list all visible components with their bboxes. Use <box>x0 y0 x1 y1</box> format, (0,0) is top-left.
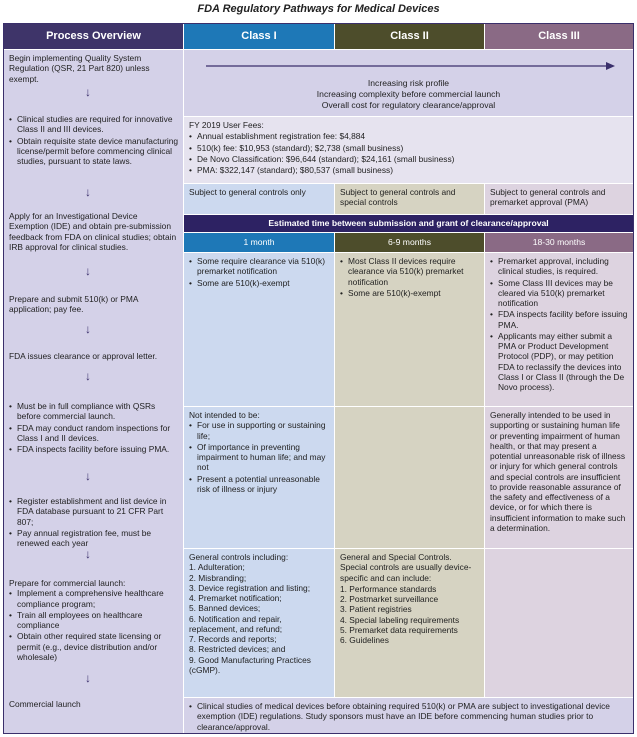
special-title: General and Special Controls. Special controls are usually device-specific and can include: <box>340 552 472 583</box>
general-item: 7. Records and reports; <box>189 634 277 644</box>
risk-line-2: Increasing complexity before commercial launch <box>316 89 501 99</box>
step-item: • Obtain requisite state device manufacturing license/permit before commencing clinical studies, pursuant to state laws. <box>9 136 179 167</box>
intended-item: • For use in supporting or sustaining life; <box>189 420 329 441</box>
general-item: 3. Device registration and listing; <box>189 582 311 593</box>
fee-item: • De Novo Classification: $96,644 (standard); $24,161 (small business) <box>189 154 628 164</box>
step-item: • FDA inspects facility before issuing PMA. <box>9 444 179 454</box>
intended-title: Not intended to be: <box>189 410 260 420</box>
submission-item: • FDA inspects facility before issuing PMA. <box>490 309 628 330</box>
header-process-overview: Process Overview <box>4 24 183 49</box>
risk-line-3: Overall cost for regulatory clearance/approval <box>321 100 496 110</box>
step-item: • FDA may conduct random inspections for Class I and II devices. <box>9 423 179 444</box>
general-item: 4. Premarket notification; <box>189 593 282 603</box>
controls-class-1: Subject to general controls only <box>184 184 334 214</box>
down-arrow-icon: ↓ <box>85 264 91 278</box>
special-item: 2. Postmarket surveillance <box>340 594 439 604</box>
header-class-3: Class III <box>485 24 633 49</box>
submission-item: • Some are 510(k)-exempt <box>340 288 479 298</box>
step-item: • Pay annual registration fee, must be renewed each year <box>9 528 179 549</box>
estimate-title: Estimated time between submission and grant of clearance/approval <box>184 215 633 232</box>
estimate-class-2: 6-9 months <box>335 233 484 252</box>
estimate-class-3: 18-30 months <box>485 233 633 252</box>
down-arrow-icon: ↓ <box>85 469 91 483</box>
page-title: FDA Regulatory Pathways for Medical Devices <box>197 3 440 15</box>
fee-item: • PMA: $322,147 (standard); $80,537 (small business) <box>189 165 628 175</box>
step-item: • Train all employees on healthcare compliance <box>9 610 181 631</box>
general-item: 1. Adulteration; <box>189 562 245 573</box>
submission-item: • Some are 510(k)-exempt <box>189 278 329 288</box>
header-class-2: Class II <box>335 24 484 49</box>
step-text: Begin implementing Quality System Regulation (QSR, 21 Part 820) unless exempt. <box>9 53 150 84</box>
step-item: • Clinical studies are required for innovative Class II and III devices. <box>9 114 179 135</box>
intended-item: • Present a potential unreasonable risk of illness or injury <box>189 474 329 495</box>
special-item: 5. Premarket data requirements <box>340 624 458 635</box>
down-arrow-icon: ↓ <box>85 369 91 383</box>
general-item: 9. Good Manufacturing Practices (cGMP). <box>189 654 311 675</box>
step-item: • Obtain other required state licensing or permit (e.g., device distribution and/or wholesale) <box>9 631 181 662</box>
step-item: • Implement a comprehensive healthcare compliance program; <box>9 588 181 609</box>
controls-class-3: Subject to general controls and premarket approval (PMA) <box>485 184 633 214</box>
submission-item: • Applicants may either submit a PMA or Product Development Protocol (PDP), or may petition FDA to reclassify the devices into Class I or Class II (through the De Novo process). <box>490 331 628 393</box>
controls-class-2: Subject to general controls and special controls <box>335 184 484 214</box>
footer-note: • Clinical studies of medical devices before obtaining required 510(k) or PMA are subject to investigational device exemption (IDE) regulations. Study sponsors must have an IDE before commencing human studies prior to clearance/approval. <box>189 701 628 732</box>
down-arrow-icon: ↓ <box>85 547 91 561</box>
estimate-class-1: 1 month <box>184 233 334 252</box>
special-item: 1. Performance standards <box>340 583 437 594</box>
step-item: • Register establishment and list device in FDA database pursuant to 21 CFR Part 807; <box>9 496 179 527</box>
down-arrow-icon: ↓ <box>85 85 91 99</box>
general-item: 2. Misbranding; <box>189 572 247 583</box>
special-item: 6. Guidelines <box>340 635 389 645</box>
header-class-1: Class I <box>184 24 334 49</box>
submission-item: • Premarket approval, including clinical studies, is required. <box>490 256 628 277</box>
risk-line-1: Increasing risk profile <box>367 78 450 88</box>
step-text: Commercial launch <box>9 699 81 709</box>
fee-item: • 510(k) fee: $10,953 (standard); $2,738 (small business) <box>189 143 628 153</box>
submission-item: • Some Class III devices may be cleared via 510(k) premarket notification <box>490 278 628 309</box>
intended-class-3: Generally intended to be used in supporting or sustaining human life or preventing impairment of human health, or that may present a potential unreasonable risk of illness or injury for which general controls and special controls are insufficient to provide reasonable assurance of the safety and effectiveness of a device, or for which there is insufficient information to make such a determination. <box>485 407 633 548</box>
step-text: Prepare and submit 510(k) or PMA application; pay fee. <box>9 294 138 315</box>
special-item: 3. Patient registries <box>340 604 412 615</box>
submission-item: • Some require clearance via 510(k) premarket notification <box>189 256 329 277</box>
submission-item: • Most Class II devices require clearance via 510(k) premarket notification <box>340 256 479 287</box>
step-item: • Must be in full compliance with QSRs before commercial launch. <box>9 401 179 422</box>
fees-title: FY 2019 User Fees: <box>189 120 264 130</box>
step-text: Apply for an Investigational Device Exemption (IDE) and obtain pre-submission feedback from FDA on clinical studies; obtain IRB approval for clinical studies. <box>9 211 177 252</box>
general-item: 5. Banned devices; <box>189 603 261 614</box>
general-item: 8. Restricted devices; and <box>189 644 286 655</box>
down-arrow-icon: ↓ <box>85 671 91 685</box>
down-arrow-icon: ↓ <box>85 185 91 199</box>
step-text: FDA issues clearance or approval letter. <box>9 351 158 361</box>
intended-item: • Of importance in preventing impairment to human life; and may not <box>189 442 329 473</box>
general-title: General controls including: <box>189 552 289 562</box>
step-title: Prepare for commercial launch: <box>9 578 126 588</box>
general-item: 6. Notification and repair, replacement, and refund; <box>189 613 283 634</box>
down-arrow-icon: ↓ <box>85 322 91 336</box>
fee-item: • Annual establishment registration fee: $4,884 <box>189 131 628 141</box>
table-frame <box>3 23 634 734</box>
special-item: 4. Special labeling requirements <box>340 614 460 625</box>
